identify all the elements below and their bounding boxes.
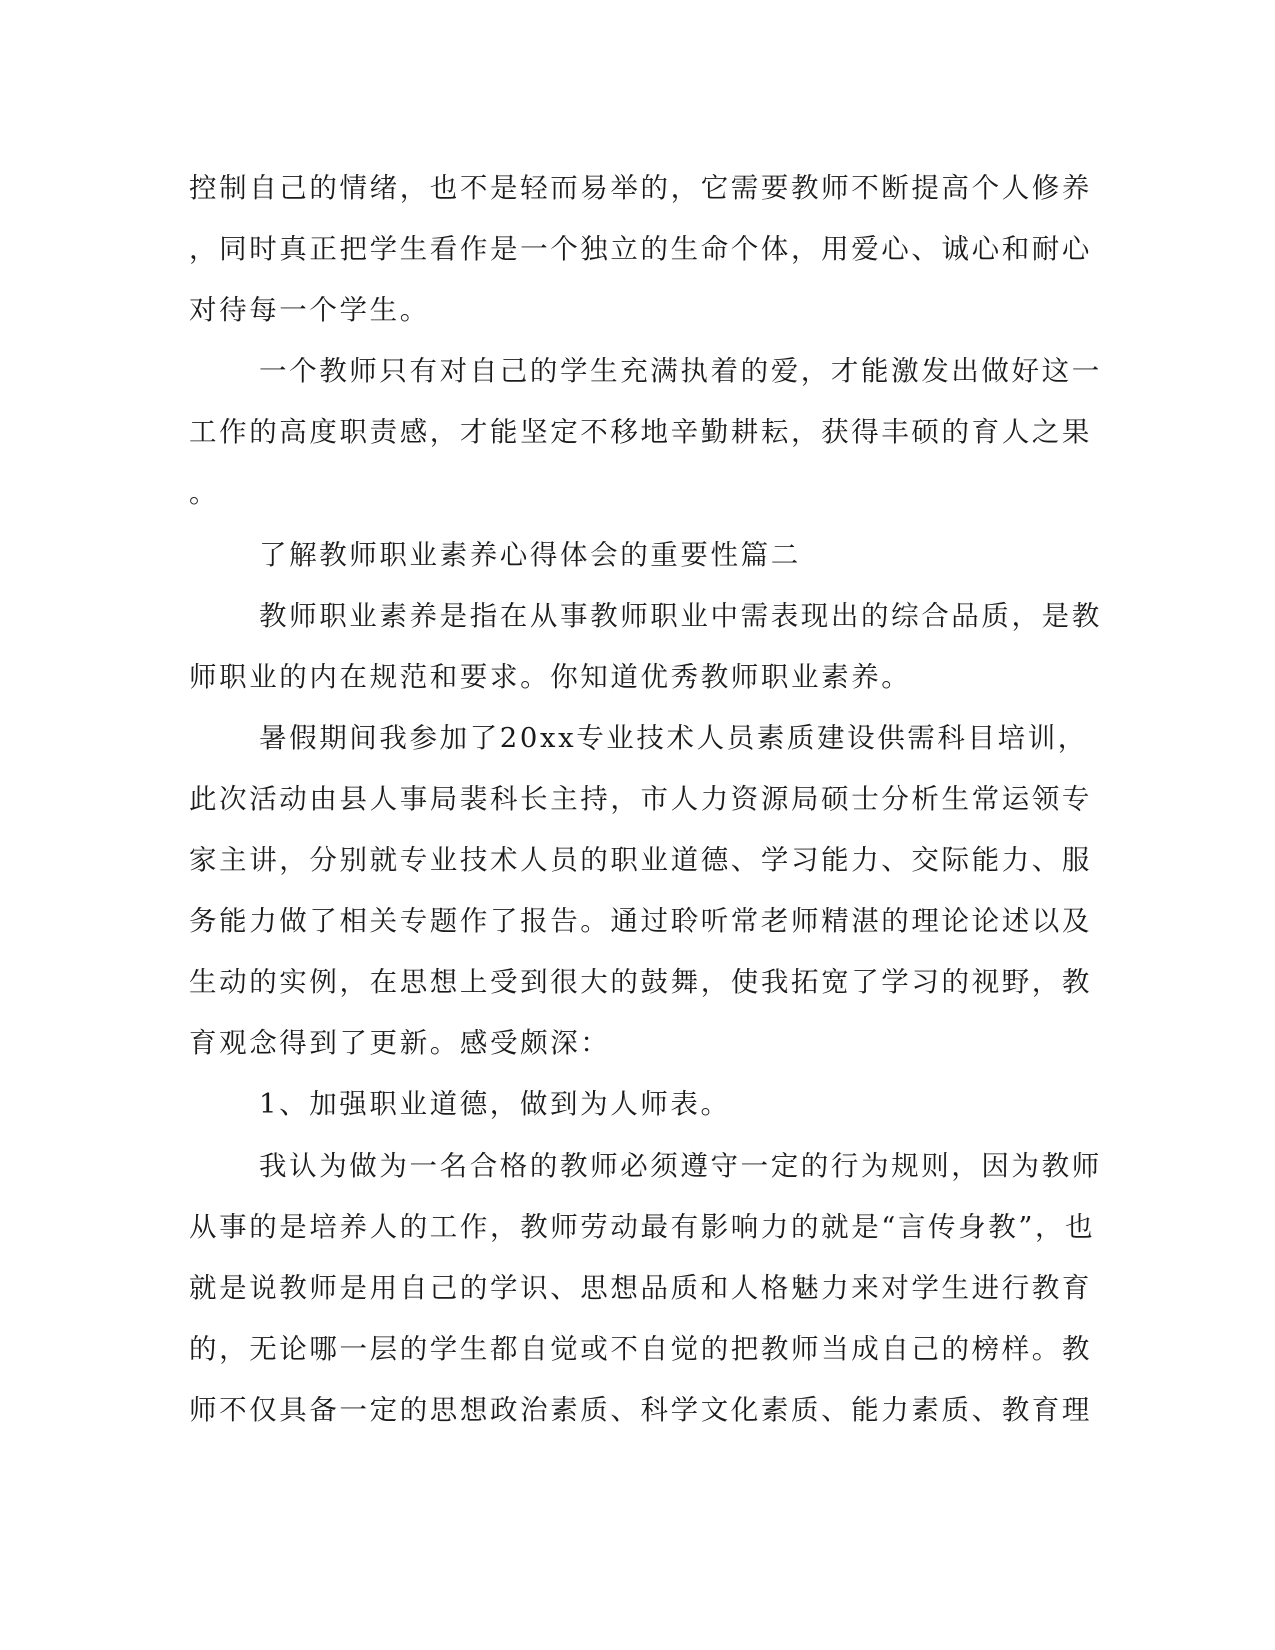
text-line: 务能力做了相关专题作了报告。通过聆听常老师精湛的理论论述以及	[189, 905, 1092, 938]
text-line: 育观念得到了更新。感受颇深：	[189, 1027, 611, 1060]
text-line: 师不仅具备一定的思想政治素质、科学文化素质、能力素质、教育理	[189, 1393, 1092, 1426]
list-item-heading: 1、加强职业道德，做到为人师表。	[259, 1088, 731, 1121]
text-line: 生动的实例，在思想上受到很大的鼓舞，使我拓宽了学习的视野，教	[189, 966, 1092, 999]
text-line: 此次活动由县人事局裴科长主持，市人力资源局硕士分析生常运领专	[189, 782, 1092, 815]
text-line: 从事的是培养人的工作，教师劳动最有影响力的就是“言传身教”，也	[189, 1210, 1096, 1243]
section-heading: 了解教师职业素养心得体会的重要性篇二	[259, 538, 801, 571]
text-line: 对待每一个学生。	[189, 294, 430, 327]
text-line: 家主讲，分别就专业技术人员的职业道德、学习能力、交际能力、服	[189, 844, 1092, 877]
text-line: 。	[189, 477, 220, 510]
text-line: 的，无论哪一层的学生都自觉或不自觉的把教师当成自己的榜样。教	[189, 1332, 1092, 1365]
text-line: ，同时真正把学生看作是一个独立的生命个体，用爱心、诚心和耐心	[189, 233, 1092, 266]
text-line: 师职业的内在规范和要求。你知道优秀教师职业素养。	[189, 660, 912, 693]
text-line: 工作的高度职责感，才能坚定不移地辛勤耕耘，获得丰硕的育人之果	[189, 416, 1092, 449]
paragraph-start-line: 暑假期间我参加了20xx专业技术人员素质建设供需科目培训，	[259, 721, 1088, 754]
paragraph-start-line: 我认为做为一名合格的教师必须遵守一定的行为规则，因为教师	[259, 1149, 1102, 1182]
text-line: 就是说教师是用自己的学识、思想品质和人格魅力来对学生进行教育	[189, 1271, 1092, 1304]
paragraph-start-line: 一个教师只有对自己的学生充满执着的爱，才能激发出做好这一	[259, 355, 1102, 388]
document-body	[189, 158, 1102, 1441]
paragraph-start-line: 教师职业素养是指在从事教师职业中需表现出的综合品质，是教	[259, 599, 1102, 632]
text-line: 控制自己的情绪，也不是轻而易举的，它需要教师不断提高个人修养	[189, 172, 1092, 204]
